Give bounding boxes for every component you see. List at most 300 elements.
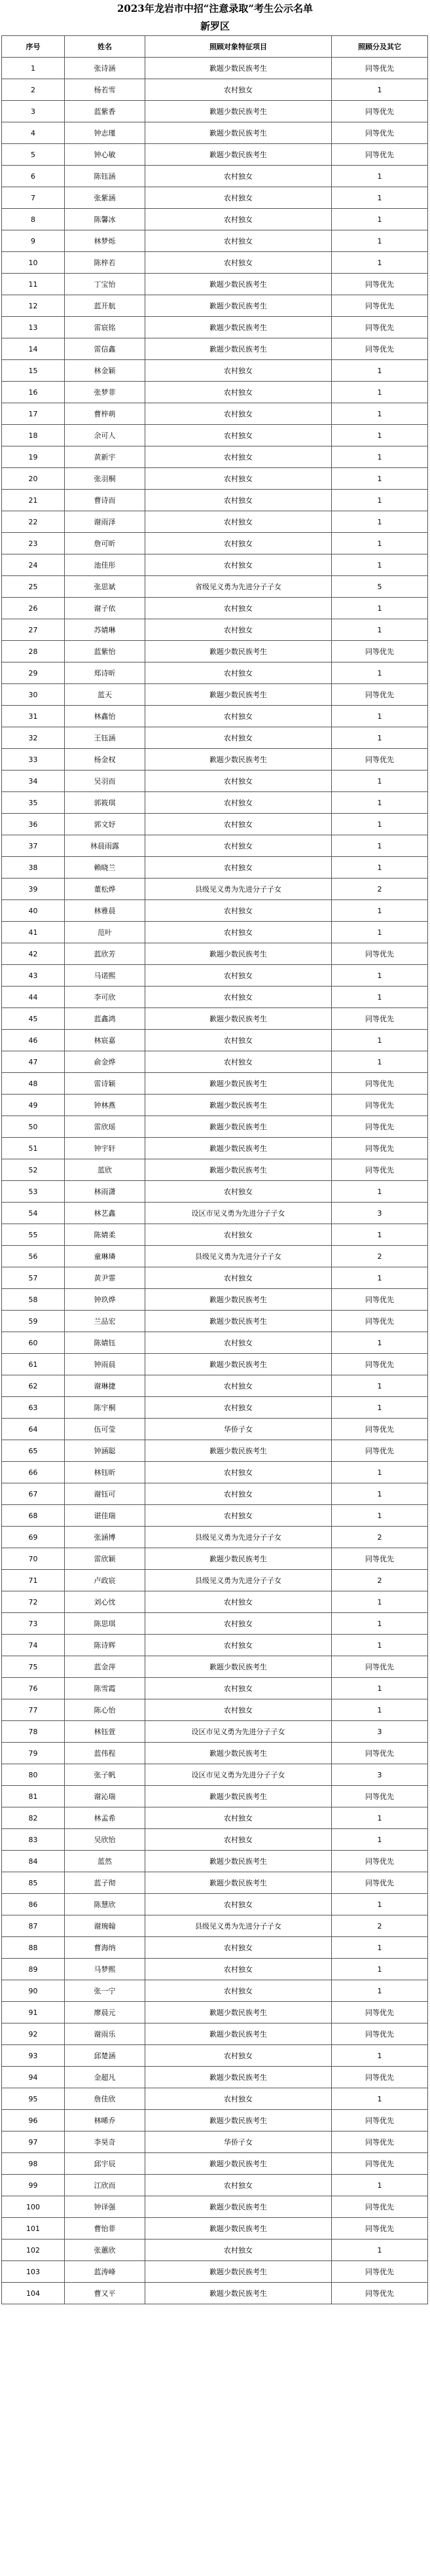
table-row: [2, 209, 428, 230]
cell-category: 农村独女: [145, 1332, 332, 1354]
cell-category: 农村独女: [145, 1505, 332, 1527]
cell-index: 11: [2, 274, 65, 295]
cell-index: 35: [2, 792, 65, 814]
cell-index: 5: [2, 144, 65, 166]
cell-category: 农村独女: [145, 706, 332, 727]
cell-name: 李可欣: [65, 987, 145, 1008]
table-row: [2, 468, 428, 490]
table-row: [2, 900, 428, 922]
cell-category: 农村独女: [145, 1613, 332, 1635]
cell-name: 江欣而: [65, 2175, 145, 2196]
cell-name: 陈慧欣: [65, 1894, 145, 1915]
cell-index: 39: [2, 879, 65, 900]
cell-bonus: 1: [332, 230, 428, 252]
table-row: [2, 727, 428, 749]
cell-name: 林宸嘉: [65, 1030, 145, 1051]
cell-name: 王钰涵: [65, 727, 145, 749]
cell-bonus: 1: [332, 1613, 428, 1635]
cell-index: 76: [2, 1678, 65, 1699]
cell-name: 陈诗辉: [65, 1635, 145, 1656]
cell-bonus: 同等优先: [332, 1419, 428, 1440]
cell-bonus: 1: [332, 922, 428, 943]
cell-index: 3: [2, 101, 65, 122]
cell-category: 歉题少数民族考生: [145, 1289, 332, 1311]
cell-name: 张梦菲: [65, 382, 145, 403]
cell-category: 华侨子女: [145, 1419, 332, 1440]
cell-bonus: 1: [332, 1980, 428, 2002]
cell-index: 72: [2, 1591, 65, 1613]
table-row: [2, 1699, 428, 1721]
cell-category: 歉题少数民族考生: [145, 101, 332, 122]
table-row: [2, 1354, 428, 1375]
cell-bonus: 1: [332, 598, 428, 619]
cell-name: 张羽桐: [65, 468, 145, 490]
cell-bonus: 1: [332, 987, 428, 1008]
cell-category: 农村独女: [145, 1829, 332, 1851]
cell-name: 陈钰涵: [65, 166, 145, 187]
cell-name: 雷欣颖: [65, 1548, 145, 1570]
cell-name: 钟涵聪: [65, 1440, 145, 1462]
cell-name: 谌佳瑞: [65, 1505, 145, 1527]
cell-bonus: 1: [332, 2175, 428, 2196]
cell-bonus: 1: [332, 771, 428, 792]
table-row: [2, 274, 428, 295]
cell-bonus: 1: [332, 1505, 428, 1527]
cell-index: 62: [2, 1375, 65, 1397]
cell-bonus: 1: [332, 1332, 428, 1354]
table-row: [2, 1246, 428, 1267]
cell-category: 农村独女: [145, 1051, 332, 1073]
cell-bonus: 1: [332, 209, 428, 230]
cell-bonus: 同等优先: [332, 122, 428, 144]
cell-name: 曹诗而: [65, 490, 145, 511]
cell-bonus: 1: [332, 857, 428, 879]
table-row: [2, 1851, 428, 1872]
document-title: 2023年龙岩市中招“注意录取”考生公示名单: [116, 3, 313, 14]
cell-index: 40: [2, 900, 65, 922]
cell-name: 曹梓萌: [65, 403, 145, 425]
cell-index: 58: [2, 1289, 65, 1311]
cell-bonus: 1: [332, 1635, 428, 1656]
cell-index: 78: [2, 1721, 65, 1743]
cell-bonus: 1: [332, 446, 428, 468]
cell-category: 农村独女: [145, 1397, 332, 1419]
table-row: [2, 554, 428, 576]
cell-bonus: 1: [332, 1699, 428, 1721]
cell-bonus: 同等优先: [332, 2132, 428, 2153]
cell-category: 歉题少数民族考生: [145, 2283, 332, 2304]
cell-bonus: 1: [332, 511, 428, 533]
table-row: [2, 943, 428, 965]
table-row: [2, 1181, 428, 1203]
cell-bonus: 2: [332, 879, 428, 900]
cell-bonus: 1: [332, 533, 428, 554]
cell-index: 67: [2, 1483, 65, 1505]
table-row: [2, 857, 428, 879]
cell-bonus: 同等优先: [332, 2023, 428, 2045]
cell-category: 农村独女: [145, 554, 332, 576]
cell-index: 21: [2, 490, 65, 511]
cell-index: 14: [2, 338, 65, 360]
table-row: [2, 641, 428, 662]
cell-category: 歉题少数民族考生: [145, 1008, 332, 1030]
cell-bonus: 1: [332, 1483, 428, 1505]
cell-category: 歉题少数民族考生: [145, 1872, 332, 1894]
cell-name: 陈馨冰: [65, 209, 145, 230]
table-row: [2, 1937, 428, 1959]
cell-bonus: 同等优先: [332, 1008, 428, 1030]
cell-name: 吴欣怡: [65, 1829, 145, 1851]
cell-index: 47: [2, 1051, 65, 1073]
cell-name: 蓝天: [65, 684, 145, 706]
table-row: [2, 101, 428, 122]
cell-category: 农村独女: [145, 2045, 332, 2067]
table-row: [2, 1419, 428, 1440]
cell-name: 邱楚涵: [65, 2045, 145, 2067]
cell-index: 71: [2, 1570, 65, 1591]
table-row: [2, 1397, 428, 1419]
cell-bonus: 同等优先: [332, 338, 428, 360]
table-row: [2, 1743, 428, 1764]
cell-index: 43: [2, 965, 65, 987]
cell-name: 蓝金萍: [65, 1656, 145, 1678]
cell-index: 74: [2, 1635, 65, 1656]
cell-index: 98: [2, 2153, 65, 2175]
cell-name: 赖晓兰: [65, 857, 145, 879]
cell-category: 农村独女: [145, 1635, 332, 1656]
table-row: [2, 2153, 428, 2175]
cell-category: 歉题少数民族考生: [145, 943, 332, 965]
cell-bonus: 1: [332, 727, 428, 749]
header-bonus: 照顾分及其它: [332, 36, 428, 58]
cell-category: 农村独女: [145, 857, 332, 879]
cell-bonus: 1: [332, 1267, 428, 1289]
table-row: [2, 187, 428, 209]
cell-category: 农村独女: [145, 230, 332, 252]
cell-name: 张思斌: [65, 576, 145, 598]
cell-name: 俞金烨: [65, 1051, 145, 1073]
cell-index: 69: [2, 1527, 65, 1548]
cell-bonus: 1: [332, 1030, 428, 1051]
cell-category: 歉题少数民族考生: [145, 295, 332, 317]
table-row: [2, 1073, 428, 1095]
table-row: [2, 1721, 428, 1743]
cell-index: 46: [2, 1030, 65, 1051]
table-row: [2, 1030, 428, 1051]
table-row: [2, 1138, 428, 1159]
cell-bonus: 3: [332, 1764, 428, 1786]
cell-category: 农村独女: [145, 1699, 332, 1721]
table-row: [2, 166, 428, 187]
cell-bonus: 1: [332, 1678, 428, 1699]
cell-bonus: 1: [332, 79, 428, 101]
table-row: [2, 1872, 428, 1894]
cell-category: 农村独女: [145, 1937, 332, 1959]
cell-name: 卢政宸: [65, 1570, 145, 1591]
cell-bonus: 1: [332, 468, 428, 490]
table-row: [2, 2196, 428, 2218]
cell-name: 马诺熙: [65, 965, 145, 987]
cell-bonus: 1: [332, 2088, 428, 2110]
table-row: [2, 1051, 428, 1073]
cell-name: 林梦烁: [65, 230, 145, 252]
cell-bonus: 2: [332, 1527, 428, 1548]
cell-category: 农村独女: [145, 814, 332, 835]
cell-index: 92: [2, 2023, 65, 2045]
cell-name: 张涵博: [65, 1527, 145, 1548]
table-row: [2, 1483, 428, 1505]
cell-name: 雷宸铭: [65, 317, 145, 338]
cell-bonus: 同等优先: [332, 144, 428, 166]
cell-index: 38: [2, 857, 65, 879]
cell-index: 36: [2, 814, 65, 835]
cell-name: 郑诗昕: [65, 662, 145, 684]
cell-category: 农村独女: [145, 727, 332, 749]
cell-index: 33: [2, 749, 65, 771]
cell-name: 林晨雨露: [65, 835, 145, 857]
table-row: [2, 2261, 428, 2283]
cell-category: 歉题少数民族考生: [145, 1548, 332, 1570]
cell-index: 6: [2, 166, 65, 187]
cell-category: 农村独女: [145, 1267, 332, 1289]
cell-bonus: 1: [332, 619, 428, 641]
cell-bonus: 1: [332, 187, 428, 209]
table-row: [2, 1462, 428, 1483]
table-row: [2, 382, 428, 403]
cell-bonus: 同等优先: [332, 101, 428, 122]
cell-index: 30: [2, 684, 65, 706]
cell-index: 97: [2, 2132, 65, 2153]
cell-index: 24: [2, 554, 65, 576]
cell-name: 蓝鑫鸿: [65, 1008, 145, 1030]
cell-index: 10: [2, 252, 65, 274]
cell-category: 农村独女: [145, 619, 332, 641]
cell-name: 谢雨泽: [65, 511, 145, 533]
cell-category: 农村独女: [145, 425, 332, 446]
cell-name: 兰品宏: [65, 1311, 145, 1332]
table-row: [2, 2002, 428, 2023]
cell-bonus: 1: [332, 490, 428, 511]
cell-bonus: 1: [332, 1375, 428, 1397]
cell-name: 陈婧钰: [65, 1332, 145, 1354]
cell-bonus: 1: [332, 814, 428, 835]
table-row: [2, 122, 428, 144]
cell-category: 歉题少数民族考生: [145, 2023, 332, 2045]
cell-name: 伍可莹: [65, 1419, 145, 1440]
table-row: [2, 338, 428, 360]
cell-index: 103: [2, 2261, 65, 2283]
table-row: [2, 1440, 428, 1462]
cell-bonus: 同等优先: [332, 943, 428, 965]
cell-name: 黄尹霏: [65, 1267, 145, 1289]
table-row: [2, 511, 428, 533]
table-row: [2, 1159, 428, 1181]
table-row: [2, 1203, 428, 1224]
cell-bonus: 1: [332, 1397, 428, 1419]
cell-bonus: 同等优先: [332, 2067, 428, 2088]
cell-bonus: 同等优先: [332, 1743, 428, 1764]
cell-index: 20: [2, 468, 65, 490]
table-row: [2, 1267, 428, 1289]
table-row: [2, 1332, 428, 1354]
cell-category: 歉题少数民族考生: [145, 2153, 332, 2175]
table-row: [2, 1527, 428, 1548]
cell-category: 歉题少数民族考生: [145, 749, 332, 771]
table-row: [2, 2088, 428, 2110]
cell-category: 设区市见义勇为先进分子子女: [145, 1721, 332, 1743]
cell-bonus: 1: [332, 403, 428, 425]
cell-category: 歉题少数民族考生: [145, 1159, 332, 1181]
cell-name: 陈思琪: [65, 1613, 145, 1635]
cell-category: 歉题少数民族考生: [145, 1311, 332, 1332]
cell-category: 农村独女: [145, 209, 332, 230]
cell-index: 91: [2, 2002, 65, 2023]
cell-name: 张紫涵: [65, 187, 145, 209]
cell-index: 18: [2, 425, 65, 446]
cell-name: 钟雨晨: [65, 1354, 145, 1375]
cell-category: 农村独女: [145, 1462, 332, 1483]
cell-index: 41: [2, 922, 65, 943]
table-row: [2, 403, 428, 425]
cell-name: 陈梓若: [65, 252, 145, 274]
table-row: [2, 2110, 428, 2132]
cell-name: 蓝伟程: [65, 1743, 145, 1764]
cell-index: 17: [2, 403, 65, 425]
cell-index: 85: [2, 1872, 65, 1894]
cell-name: 张子帆: [65, 1764, 145, 1786]
cell-category: 农村独女: [145, 2240, 332, 2261]
cell-bonus: 同等优先: [332, 1786, 428, 1807]
cell-category: 农村独女: [145, 1483, 332, 1505]
cell-name: 吴羽而: [65, 771, 145, 792]
cell-index: 42: [2, 943, 65, 965]
cell-category: 农村独女: [145, 533, 332, 554]
table-row: [2, 2175, 428, 2196]
cell-name: 曹又平: [65, 2283, 145, 2304]
cell-category: 农村独女: [145, 2088, 332, 2110]
cell-index: 81: [2, 1786, 65, 1807]
cell-bonus: 1: [332, 1181, 428, 1203]
header-name: 姓名: [65, 36, 145, 58]
cell-name: 钟译强: [65, 2196, 145, 2218]
table-row: [2, 317, 428, 338]
cell-category: 农村独女: [145, 1959, 332, 1980]
cell-category: 歉题少数民族考生: [145, 641, 332, 662]
cell-name: 雷欣瑶: [65, 1116, 145, 1138]
cell-category: 歉题少数民族考生: [145, 274, 332, 295]
cell-name: 林晞乔: [65, 2110, 145, 2132]
cell-index: 44: [2, 987, 65, 1008]
cell-name: 余可人: [65, 425, 145, 446]
table-row: [2, 2132, 428, 2153]
cell-index: 96: [2, 2110, 65, 2132]
cell-index: 15: [2, 360, 65, 382]
cell-index: 68: [2, 1505, 65, 1527]
table-row: [2, 1635, 428, 1656]
table-row: [2, 230, 428, 252]
cell-index: 102: [2, 2240, 65, 2261]
table-row: [2, 58, 428, 79]
cell-bonus: 1: [332, 900, 428, 922]
table-row: [2, 1656, 428, 1678]
cell-bonus: 1: [332, 166, 428, 187]
cell-name: 李昊奇: [65, 2132, 145, 2153]
cell-bonus: 同等优先: [332, 2218, 428, 2240]
cell-index: 4: [2, 122, 65, 144]
table-row: [2, 79, 428, 101]
table-row: [2, 1786, 428, 1807]
cell-category: 歉题少数民族考生: [145, 1354, 332, 1375]
cell-category: 农村独女: [145, 187, 332, 209]
table-row: [2, 1613, 428, 1635]
cell-category: 农村独女: [145, 166, 332, 187]
cell-index: 77: [2, 1699, 65, 1721]
header-index: 序号: [2, 36, 65, 58]
cell-name: 詹佳欣: [65, 2088, 145, 2110]
cell-category: 农村独女: [145, 252, 332, 274]
cell-bonus: 1: [332, 1591, 428, 1613]
cell-index: 8: [2, 209, 65, 230]
cell-category: 设区市见义勇为先进分子子女: [145, 1203, 332, 1224]
table-row: [2, 425, 428, 446]
cell-bonus: 1: [332, 792, 428, 814]
cell-category: 农村独女: [145, 1591, 332, 1613]
cell-category: 县级见义勇为先进分子子女: [145, 1527, 332, 1548]
cell-category: 歉题少数民族考生: [145, 1116, 332, 1138]
cell-name: 林雅晨: [65, 900, 145, 922]
cell-category: 歉题少数民族考生: [145, 1138, 332, 1159]
cell-category: 歉题少数民族考生: [145, 1095, 332, 1116]
cell-name: 林钰萱: [65, 1721, 145, 1743]
cell-bonus: 2: [332, 1246, 428, 1267]
table-row: [2, 1915, 428, 1937]
cell-bonus: 3: [332, 1203, 428, 1224]
cell-bonus: 同等优先: [332, 1138, 428, 1159]
table-row: [2, 771, 428, 792]
cell-category: 农村独女: [145, 490, 332, 511]
cell-index: 65: [2, 1440, 65, 1462]
cell-name: 雷信鑫: [65, 338, 145, 360]
cell-index: 89: [2, 1959, 65, 1980]
cell-name: 曹海纳: [65, 1937, 145, 1959]
cell-bonus: 1: [332, 425, 428, 446]
cell-name: 范叶: [65, 922, 145, 943]
table-row: [2, 1505, 428, 1527]
table-row: [2, 1095, 428, 1116]
cell-index: 32: [2, 727, 65, 749]
table-row: [2, 2045, 428, 2067]
cell-bonus: 1: [332, 1051, 428, 1073]
cell-category: 农村独女: [145, 446, 332, 468]
cell-category: 歉题少数民族考生: [145, 1073, 332, 1095]
cell-name: 刘心忱: [65, 1591, 145, 1613]
cell-bonus: 同等优先: [332, 317, 428, 338]
cell-index: 19: [2, 446, 65, 468]
table-row: [2, 662, 428, 684]
cell-bonus: 同等优先: [332, 1354, 428, 1375]
cell-name: 金超凡: [65, 2067, 145, 2088]
cell-index: 79: [2, 1743, 65, 1764]
cell-name: 林孟希: [65, 1807, 145, 1829]
cell-category: 农村独女: [145, 79, 332, 101]
cell-category: 歉题少数民族考生: [145, 2196, 332, 2218]
cell-index: 70: [2, 1548, 65, 1570]
cell-index: 63: [2, 1397, 65, 1419]
cell-index: 101: [2, 2218, 65, 2240]
cell-bonus: 同等优先: [332, 274, 428, 295]
cell-bonus: 1: [332, 1829, 428, 1851]
cell-index: 56: [2, 1246, 65, 1267]
